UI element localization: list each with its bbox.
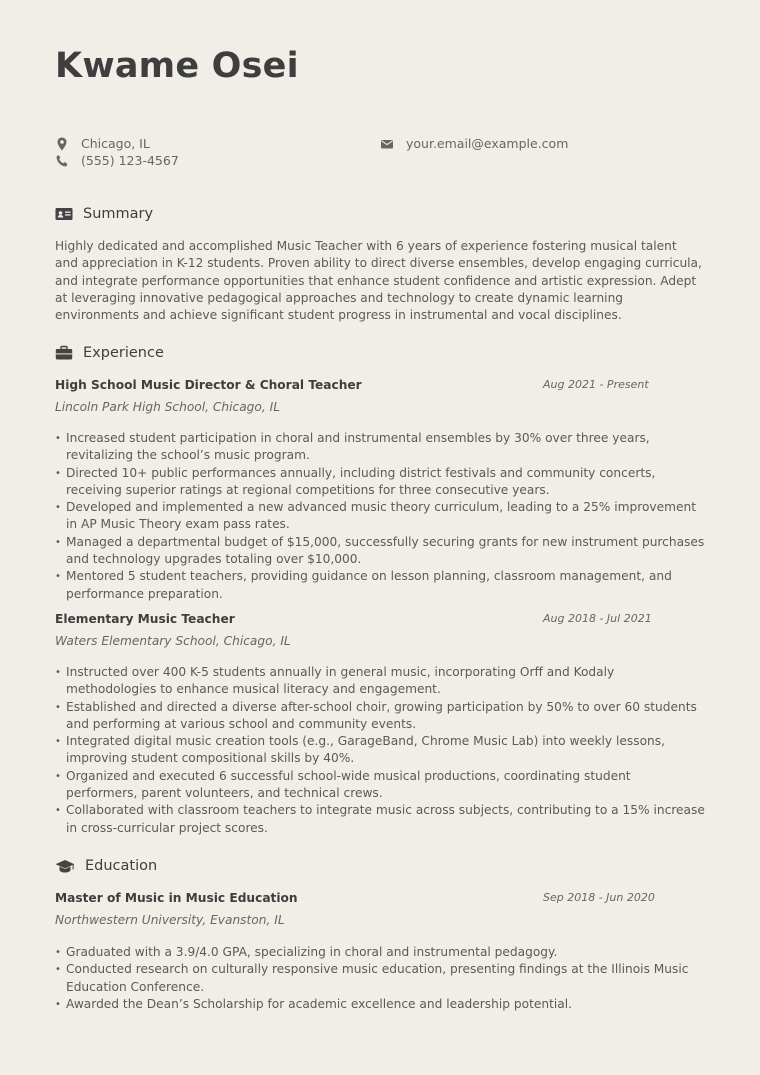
job-date: Aug 2018 - Jul 2021 bbox=[543, 612, 652, 625]
job-bullets bbox=[55, 430, 705, 603]
education-title: Education bbox=[85, 858, 158, 874]
list-item: • Conducted research on culturally responsive music education, presenting findings at the Illinois Music Education Conference. bbox=[55, 961, 705, 996]
list-item: • Directed 10+ public performances annually, including district festivals and community concerts, receiving superior ratings at regional competitions for three consecutive years. bbox=[55, 465, 705, 500]
phone-icon bbox=[55, 154, 69, 168]
experience-heading bbox=[55, 345, 164, 361]
list-item: • Instructed over 400 K-5 students annually in general music, incorporating Orff and Kodaly methodologies to enhance musical literacy and engagement. bbox=[55, 664, 705, 699]
list-item: • Mentored 5 student teachers, providing guidance on lesson planning, classroom management, and performance preparation. bbox=[55, 568, 705, 603]
list-item: • Developed and implemented a new advanced music theory curriculum, leading to a 25% improvement in AP Music Theory exam pass rates. bbox=[55, 499, 705, 534]
job-title: Elementary Music Teacher bbox=[55, 612, 235, 626]
graduation-cap-icon bbox=[55, 858, 75, 874]
degree-title: Master of Music in Music Education bbox=[55, 891, 298, 905]
job-organization: Waters Elementary School, Chicago, IL bbox=[55, 634, 291, 648]
job-date: Aug 2021 - Present bbox=[543, 378, 649, 391]
envelope-icon bbox=[380, 137, 394, 151]
list-item: • Collaborated with classroom teachers to integrate music across subjects, contributing to a 15% increase in cross-curricular project scores. bbox=[55, 802, 705, 837]
contact-phone bbox=[55, 153, 179, 168]
candidate-name: Kwame Osei bbox=[55, 46, 299, 86]
contact-location bbox=[55, 136, 150, 151]
contact-email bbox=[380, 136, 568, 151]
list-item: • Established and directed a diverse after-school choir, growing participation by 50% to over 60 students and performing at various school and community events. bbox=[55, 699, 705, 734]
job-bullets bbox=[55, 664, 705, 837]
list-item: • Graduated with a 3.9/4.0 GPA, specializing in choral and instrumental pedagogy. bbox=[55, 944, 705, 961]
education-bullets bbox=[55, 944, 705, 1013]
list-item: • Managed a departmental budget of $15,000, successfully securing grants for new instrument purchases and technology upgrades totaling over $10,000. bbox=[55, 534, 705, 569]
list-item: • Organized and executed 6 successful school-wide musical productions, coordinating student performers, parent volunteers, and technical crews. bbox=[55, 768, 705, 803]
id-card-icon bbox=[55, 206, 73, 222]
list-item: • Integrated digital music creation tools (e.g., GarageBand, Chrome Music Lab) into weekly lessons, improving student compositional skills by 40%. bbox=[55, 733, 705, 768]
phone-text: (555) 123-4567 bbox=[81, 153, 179, 168]
location-text: Chicago, IL bbox=[81, 136, 150, 151]
map-pin-icon bbox=[55, 137, 69, 151]
summary-text: Highly dedicated and accomplished Music Teacher with 6 years of experience fostering musical talent and appreciation in K-12 students. Proven ability to direct diverse ensembles, develop engaging curricula, and integrate performance opportunities that enhance student confidence and artistic expression. Adept at leveraging innovative pedagogical approaches and technology to create dynamic learning environments and achieve significant student progress in instrumental and vocal disciplines. bbox=[55, 239, 702, 323]
education-heading bbox=[55, 858, 157, 874]
experience-title: Experience bbox=[83, 345, 164, 361]
list-item: • Increased student participation in choral and instrumental ensembles by 30% over three years, revitalizing the school’s music program. bbox=[55, 430, 705, 465]
list-item: • Awarded the Dean’s Scholarship for academic excellence and leadership potential. bbox=[55, 996, 705, 1013]
job-title: High School Music Director & Choral Teacher bbox=[55, 378, 362, 392]
summary-title: Summary bbox=[83, 206, 154, 222]
degree-date: Sep 2018 - Jun 2020 bbox=[543, 891, 655, 904]
job-organization: Lincoln Park High School, Chicago, IL bbox=[55, 400, 281, 414]
briefcase-icon bbox=[55, 345, 73, 361]
school-name: Northwestern University, Evanston, IL bbox=[55, 913, 285, 927]
email-text: your.email@example.com bbox=[406, 136, 569, 151]
summary-heading bbox=[55, 206, 153, 222]
